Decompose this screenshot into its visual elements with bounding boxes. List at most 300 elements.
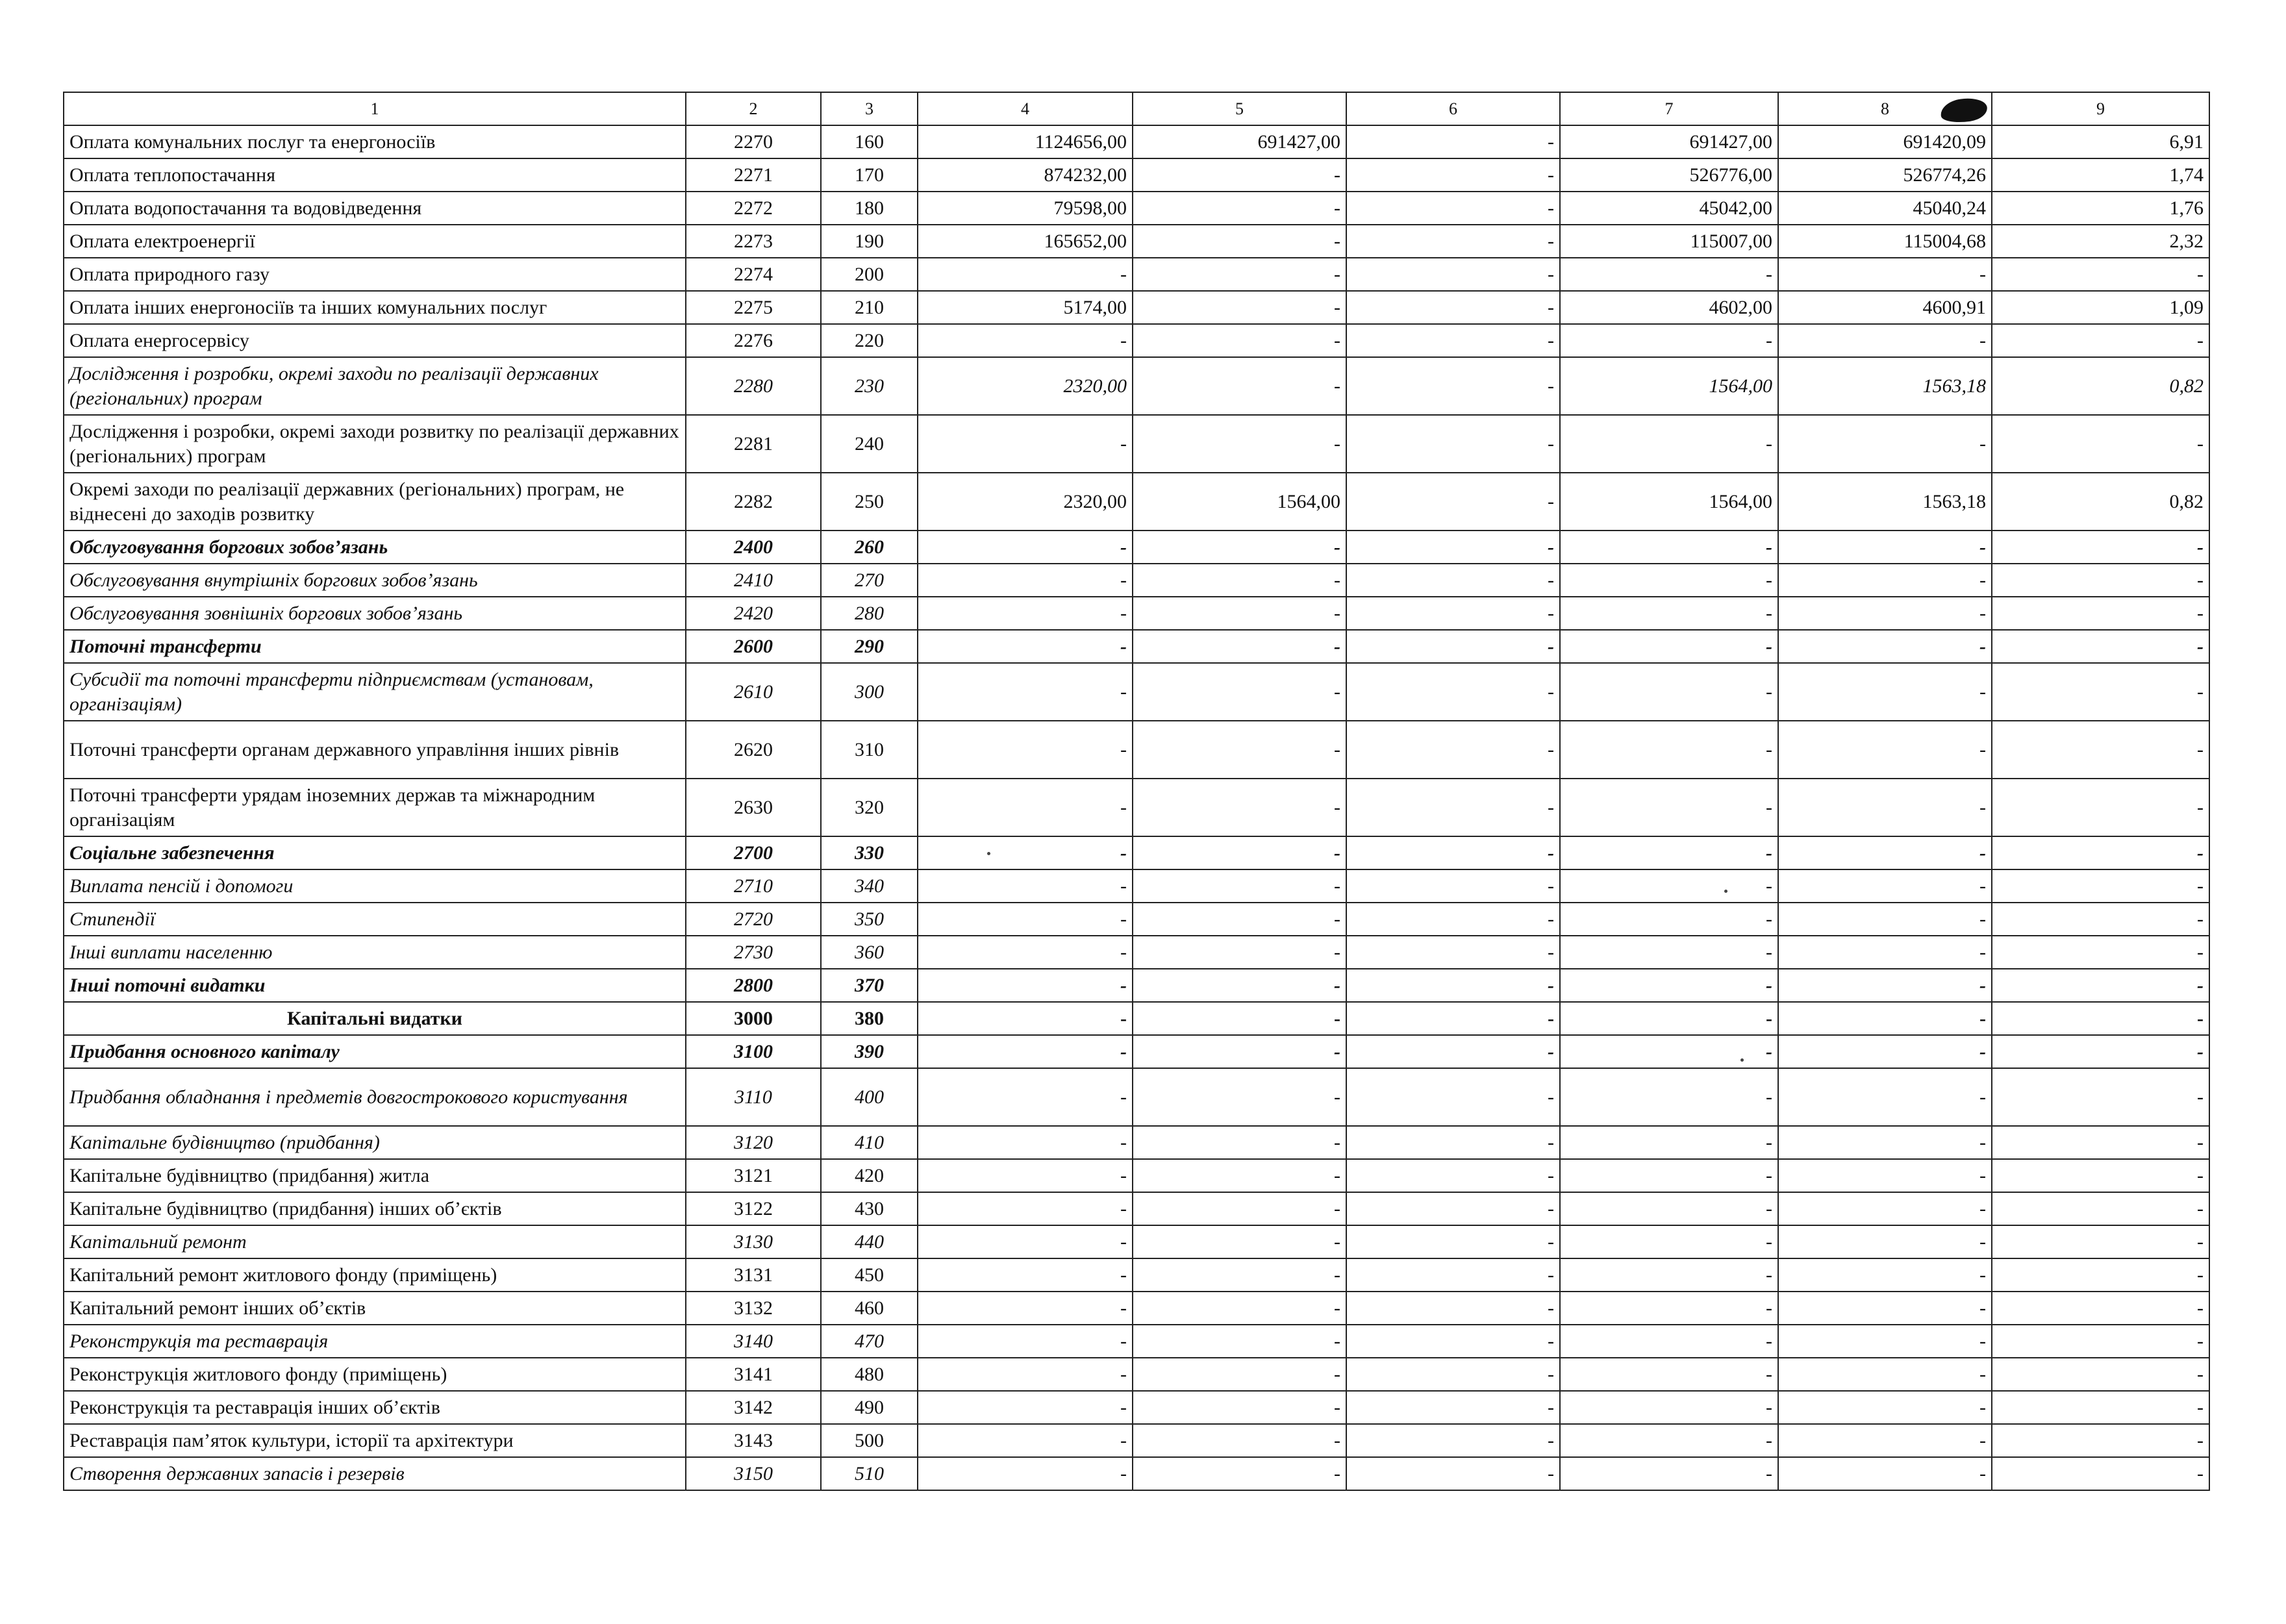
value-col-7: - [1560, 531, 1778, 564]
kekv-code: 2420 [686, 597, 821, 630]
row-name: Субсидії та поточні трансферти підприємствам (установам, організаціям) [64, 663, 686, 721]
value-col-6: - [1346, 1126, 1560, 1159]
kekv-code: 3100 [686, 1035, 821, 1068]
line-code: 490 [821, 1391, 918, 1424]
value-col-6: - [1346, 1035, 1560, 1068]
kekv-code: 3141 [686, 1358, 821, 1391]
value-col-5: - [1133, 1002, 1346, 1035]
row-name: Оплата енергосервісу [64, 324, 686, 357]
table-row [64, 630, 2209, 663]
value-col-8: - [1778, 1159, 1992, 1192]
value-col-9: - [1992, 721, 2209, 779]
value-col-4: - [918, 1159, 1133, 1192]
row-name: Інші поточні видатки [64, 969, 686, 1002]
value-col-6: - [1346, 721, 1560, 779]
value-col-4: - [918, 903, 1133, 936]
value-col-6: - [1346, 1358, 1560, 1391]
value-col-8: 115004,68 [1778, 225, 1992, 258]
value-col-7: - [1560, 779, 1778, 836]
value-col-4: - [918, 1391, 1133, 1424]
value-col-9: - [1992, 1126, 2209, 1159]
kekv-code: 3120 [686, 1126, 821, 1159]
table-row [64, 1424, 2209, 1457]
value-col-9: - [1992, 779, 2209, 836]
value-col-8: - [1778, 1002, 1992, 1035]
value-col-4: - [918, 1457, 1133, 1490]
value-col-5: - [1133, 869, 1346, 903]
value-col-8: - [1778, 663, 1992, 721]
row-name: Дослідження і розробки, окремі заходи розвитку по реалізації державних (регіональних) програм [64, 415, 686, 473]
value-col-4: - [918, 630, 1133, 663]
value-col-9: - [1992, 869, 2209, 903]
value-col-6: - [1346, 564, 1560, 597]
value-col-7: 526776,00 [1560, 158, 1778, 192]
kekv-code: 2620 [686, 721, 821, 779]
value-col-7: 4602,00 [1560, 291, 1778, 324]
value-col-5: - [1133, 1457, 1346, 1490]
table-row [64, 531, 2209, 564]
value-col-8: - [1778, 258, 1992, 291]
value-col-8: - [1778, 869, 1992, 903]
value-col-5: - [1133, 779, 1346, 836]
value-col-6: - [1346, 415, 1560, 473]
value-col-4: 874232,00 [918, 158, 1133, 192]
line-code: 310 [821, 721, 918, 779]
value-col-8: - [1778, 630, 1992, 663]
value-col-4: - [918, 415, 1133, 473]
row-name: Оплата теплопостачання [64, 158, 686, 192]
line-code: 280 [821, 597, 918, 630]
value-col-9: - [1992, 564, 2209, 597]
value-col-8: - [1778, 936, 1992, 969]
table-row [64, 1159, 2209, 1192]
table-row [64, 192, 2209, 225]
line-code: 270 [821, 564, 918, 597]
line-code: 370 [821, 969, 918, 1002]
value-col-6: - [1346, 1258, 1560, 1292]
line-code: 420 [821, 1159, 918, 1192]
value-col-4: - [918, 721, 1133, 779]
value-col-7: - [1560, 1126, 1778, 1159]
value-col-7: - [1560, 415, 1778, 473]
row-name: Поточні трансферти урядам іноземних держав та міжнародним організаціям [64, 779, 686, 836]
kekv-code: 2273 [686, 225, 821, 258]
value-col-8: - [1778, 969, 1992, 1002]
value-col-4: - [918, 969, 1133, 1002]
row-name: Обслуговування боргових зобов’язань [64, 531, 686, 564]
kekv-code: 2710 [686, 869, 821, 903]
table-row [64, 1225, 2209, 1258]
kekv-code: 2274 [686, 258, 821, 291]
value-col-7: - [1560, 721, 1778, 779]
kekv-code: 3110 [686, 1068, 821, 1126]
value-col-9: - [1992, 1159, 2209, 1192]
table-row [64, 597, 2209, 630]
value-col-9: - [1992, 1358, 2209, 1391]
line-code: 240 [821, 415, 918, 473]
value-col-7: - [1560, 1068, 1778, 1126]
value-col-8: 1563,18 [1778, 357, 1992, 415]
kekv-code: 3130 [686, 1225, 821, 1258]
value-col-8: - [1778, 415, 1992, 473]
value-col-5: - [1133, 903, 1346, 936]
row-name: Обслуговування внутрішніх боргових зобов’язань [64, 564, 686, 597]
line-code: 250 [821, 473, 918, 531]
column-header: 4 [918, 92, 1133, 125]
value-col-5: 1564,00 [1133, 473, 1346, 531]
value-col-7: - [1560, 903, 1778, 936]
value-col-8: - [1778, 1035, 1992, 1068]
value-col-8: - [1778, 1325, 1992, 1358]
table-row [64, 415, 2209, 473]
value-col-4: - [918, 936, 1133, 969]
line-code: 180 [821, 192, 918, 225]
value-col-7: - [1560, 1192, 1778, 1225]
value-col-9: 1,76 [1992, 192, 2209, 225]
row-name: Оплата електроенергії [64, 225, 686, 258]
value-col-8: - [1778, 1457, 1992, 1490]
value-col-4: - [918, 1068, 1133, 1126]
value-col-5: - [1133, 1159, 1346, 1192]
row-name: Капітальне будівництво (придбання) [64, 1126, 686, 1159]
kekv-code: 2700 [686, 836, 821, 869]
value-col-5: - [1133, 291, 1346, 324]
value-col-5: 691427,00 [1133, 125, 1346, 158]
value-col-7: - [1560, 663, 1778, 721]
value-col-7: 45042,00 [1560, 192, 1778, 225]
value-col-5: - [1133, 192, 1346, 225]
value-col-7: - [1560, 1457, 1778, 1490]
value-col-4: - [918, 1035, 1133, 1068]
table-row [64, 258, 2209, 291]
row-name: Створення державних запасів і резервів [64, 1457, 686, 1490]
table-row [64, 1068, 2209, 1126]
value-col-9: - [1992, 1258, 2209, 1292]
kekv-code: 2280 [686, 357, 821, 415]
value-col-9: - [1992, 903, 2209, 936]
value-col-8: - [1778, 564, 1992, 597]
line-code: 460 [821, 1292, 918, 1325]
value-col-9: - [1992, 936, 2209, 969]
line-code: 170 [821, 158, 918, 192]
value-col-9: - [1992, 324, 2209, 357]
value-col-9: 6,91 [1992, 125, 2209, 158]
value-col-5: - [1133, 597, 1346, 630]
value-col-5: - [1133, 357, 1346, 415]
value-col-6: - [1346, 1424, 1560, 1457]
value-col-4: - [918, 1325, 1133, 1358]
value-col-4: 2320,00 [918, 473, 1133, 531]
value-col-8: - [1778, 597, 1992, 630]
value-col-7: - [1560, 630, 1778, 663]
value-col-9: - [1992, 415, 2209, 473]
value-col-8: - [1778, 779, 1992, 836]
value-col-8: - [1778, 531, 1992, 564]
value-col-9: - [1992, 597, 2209, 630]
value-col-8: 4600,91 [1778, 291, 1992, 324]
value-col-5: - [1133, 969, 1346, 1002]
kekv-code: 2281 [686, 415, 821, 473]
table-row [64, 1258, 2209, 1292]
column-header: 1 [64, 92, 686, 125]
value-col-4: - [918, 869, 1133, 903]
line-code: 470 [821, 1325, 918, 1358]
value-col-6: - [1346, 473, 1560, 531]
value-col-5: - [1133, 630, 1346, 663]
line-code: 200 [821, 258, 918, 291]
value-col-9: 0,82 [1992, 473, 2209, 531]
value-col-5: - [1133, 258, 1346, 291]
value-col-6: - [1346, 869, 1560, 903]
value-col-8: - [1778, 836, 1992, 869]
value-col-9: - [1992, 258, 2209, 291]
value-col-4: - [918, 1258, 1133, 1292]
value-col-9: - [1992, 1225, 2209, 1258]
line-code: 480 [821, 1358, 918, 1391]
row-name: Придбання основного капіталу [64, 1035, 686, 1068]
value-col-7: - [1560, 1391, 1778, 1424]
value-col-4: - [918, 836, 1133, 869]
value-col-9: - [1992, 1192, 2209, 1225]
value-col-5: - [1133, 415, 1346, 473]
value-col-4: - [918, 564, 1133, 597]
line-code: 430 [821, 1192, 918, 1225]
line-code: 320 [821, 779, 918, 836]
kekv-code: 2730 [686, 936, 821, 969]
value-col-4: 5174,00 [918, 291, 1133, 324]
value-col-5: - [1133, 531, 1346, 564]
line-code: 220 [821, 324, 918, 357]
kekv-code: 2275 [686, 291, 821, 324]
value-col-9: 1,09 [1992, 291, 2209, 324]
value-col-5: - [1133, 1292, 1346, 1325]
value-col-4: - [918, 1126, 1133, 1159]
table-row [64, 721, 2209, 779]
value-col-6: - [1346, 1325, 1560, 1358]
value-col-4: - [918, 779, 1133, 836]
value-col-9: 2,32 [1992, 225, 2209, 258]
table-row [64, 663, 2209, 721]
value-col-7: - [1560, 1358, 1778, 1391]
row-name: Соціальне забезпечення [64, 836, 686, 869]
value-col-7: - [1560, 1325, 1778, 1358]
row-name: Оплата природного газу [64, 258, 686, 291]
kekv-code: 3121 [686, 1159, 821, 1192]
value-col-8: - [1778, 903, 1992, 936]
kekv-code: 2400 [686, 531, 821, 564]
kekv-code: 3000 [686, 1002, 821, 1035]
table-row [64, 779, 2209, 836]
row-name: Капітальні видатки [64, 1002, 686, 1035]
value-col-5: - [1133, 1192, 1346, 1225]
kekv-code: 2272 [686, 192, 821, 225]
table-row [64, 564, 2209, 597]
line-code: 350 [821, 903, 918, 936]
value-col-5: - [1133, 936, 1346, 969]
column-header: 2 [686, 92, 821, 125]
row-name: Реконструкція та реставрація інших об’єктів [64, 1391, 686, 1424]
row-name: Придбання обладнання і предметів довгострокового користування [64, 1068, 686, 1126]
value-col-5: - [1133, 324, 1346, 357]
line-code: 380 [821, 1002, 918, 1035]
row-name: Капітальний ремонт [64, 1225, 686, 1258]
value-col-5: - [1133, 1258, 1346, 1292]
value-col-6: - [1346, 597, 1560, 630]
line-code: 210 [821, 291, 918, 324]
value-col-9: - [1992, 1292, 2209, 1325]
kekv-code: 2282 [686, 473, 821, 531]
value-col-8: 526774,26 [1778, 158, 1992, 192]
value-col-5: - [1133, 1035, 1346, 1068]
row-name: Реконструкція житлового фонду (приміщень) [64, 1358, 686, 1391]
line-code: 390 [821, 1035, 918, 1068]
table-row [64, 324, 2209, 357]
value-col-6: - [1346, 630, 1560, 663]
value-col-5: - [1133, 564, 1346, 597]
value-col-7: - [1560, 869, 1778, 903]
line-code: 510 [821, 1457, 918, 1490]
table-row [64, 1002, 2209, 1035]
value-col-6: - [1346, 836, 1560, 869]
table-row [64, 869, 2209, 903]
value-col-9: - [1992, 630, 2209, 663]
value-col-9: - [1992, 1457, 2209, 1490]
row-name: Окремі заходи по реалізації державних (регіональних) програм, не віднесені до заходів розвитку [64, 473, 686, 531]
value-col-4: 165652,00 [918, 225, 1133, 258]
value-col-6: - [1346, 1225, 1560, 1258]
kekv-code: 3142 [686, 1391, 821, 1424]
value-col-5: - [1133, 1068, 1346, 1126]
value-col-9: - [1992, 1391, 2209, 1424]
value-col-4: - [918, 663, 1133, 721]
column-header: 9 [1992, 92, 2209, 125]
table-row [64, 357, 2209, 415]
line-code: 160 [821, 125, 918, 158]
value-col-8: - [1778, 1292, 1992, 1325]
value-col-6: - [1346, 1159, 1560, 1192]
value-col-7: 1564,00 [1560, 357, 1778, 415]
value-col-8: 45040,24 [1778, 192, 1992, 225]
value-col-7: - [1560, 1424, 1778, 1457]
column-header: 5 [1133, 92, 1346, 125]
table-row [64, 903, 2209, 936]
value-col-8: 1563,18 [1778, 473, 1992, 531]
line-code: 260 [821, 531, 918, 564]
value-col-8: 691420,09 [1778, 125, 1992, 158]
row-name: Інші виплати населенню [64, 936, 686, 969]
value-col-9: - [1992, 1002, 2209, 1035]
value-col-6: - [1346, 969, 1560, 1002]
value-col-5: - [1133, 1358, 1346, 1391]
value-col-5: - [1133, 1325, 1346, 1358]
value-col-9: - [1992, 969, 2209, 1002]
kekv-code: 3132 [686, 1292, 821, 1325]
value-col-4: - [918, 1424, 1133, 1457]
value-col-9: - [1992, 1325, 2209, 1358]
value-col-6: - [1346, 1068, 1560, 1126]
line-code: 400 [821, 1068, 918, 1126]
row-name: Поточні трансферти [64, 630, 686, 663]
kekv-code: 3122 [686, 1192, 821, 1225]
value-col-6: - [1346, 903, 1560, 936]
value-col-6: - [1346, 125, 1560, 158]
value-col-7: - [1560, 324, 1778, 357]
value-col-6: - [1346, 225, 1560, 258]
value-col-9: - [1992, 1068, 2209, 1126]
value-col-6: - [1346, 258, 1560, 291]
value-col-6: - [1346, 1192, 1560, 1225]
row-name: Реконструкція та реставрація [64, 1325, 686, 1358]
kekv-code: 2270 [686, 125, 821, 158]
expenditure-report-table [63, 92, 2210, 1491]
value-col-8: - [1778, 1424, 1992, 1457]
value-col-8: - [1778, 1358, 1992, 1391]
value-col-5: - [1133, 1126, 1346, 1159]
value-col-7: - [1560, 1258, 1778, 1292]
table-row [64, 1126, 2209, 1159]
value-col-8: - [1778, 1126, 1992, 1159]
column-header: 7 [1560, 92, 1778, 125]
value-col-9: - [1992, 1424, 2209, 1457]
kekv-code: 3131 [686, 1258, 821, 1292]
value-col-5: - [1133, 158, 1346, 192]
line-code: 230 [821, 357, 918, 415]
row-name: Капітальне будівництво (придбання) інших об’єктів [64, 1192, 686, 1225]
value-col-9: - [1992, 531, 2209, 564]
value-col-9: 1,74 [1992, 158, 2209, 192]
value-col-4: - [918, 1225, 1133, 1258]
value-col-5: - [1133, 663, 1346, 721]
line-code: 440 [821, 1225, 918, 1258]
value-col-4: - [918, 531, 1133, 564]
value-col-6: - [1346, 357, 1560, 415]
row-name: Стипендії [64, 903, 686, 936]
table-row [64, 1192, 2209, 1225]
row-name: Оплата інших енергоносіїв та інших комунальних послуг [64, 291, 686, 324]
row-name: Поточні трансферти органам державного управління інших рівнів [64, 721, 686, 779]
table-row [64, 1391, 2209, 1424]
row-name: Оплата комунальних послуг та енергоносіїв [64, 125, 686, 158]
value-col-5: - [1133, 1391, 1346, 1424]
value-col-4: - [918, 1358, 1133, 1391]
value-col-8: - [1778, 1225, 1992, 1258]
table-row [64, 936, 2209, 969]
value-col-6: - [1346, 192, 1560, 225]
value-col-9: - [1992, 663, 2209, 721]
row-name: Капітальний ремонт житлового фонду (приміщень) [64, 1258, 686, 1292]
kekv-code: 3143 [686, 1424, 821, 1457]
value-col-6: - [1346, 1002, 1560, 1035]
kekv-code: 2600 [686, 630, 821, 663]
line-code: 450 [821, 1258, 918, 1292]
value-col-9: 0,82 [1992, 357, 2209, 415]
column-header: 3 [821, 92, 918, 125]
row-name: Виплата пенсій і допомоги [64, 869, 686, 903]
kekv-code: 3140 [686, 1325, 821, 1358]
line-code: 500 [821, 1424, 918, 1457]
value-col-7: 691427,00 [1560, 125, 1778, 158]
value-col-9: - [1992, 836, 2209, 869]
table-row [64, 1457, 2209, 1490]
value-col-7: - [1560, 836, 1778, 869]
value-col-4: - [918, 1002, 1133, 1035]
value-col-6: - [1346, 779, 1560, 836]
value-col-7: - [1560, 969, 1778, 1002]
value-col-5: - [1133, 1225, 1346, 1258]
kekv-code: 2271 [686, 158, 821, 192]
table-row [64, 125, 2209, 158]
value-col-7: - [1560, 1225, 1778, 1258]
